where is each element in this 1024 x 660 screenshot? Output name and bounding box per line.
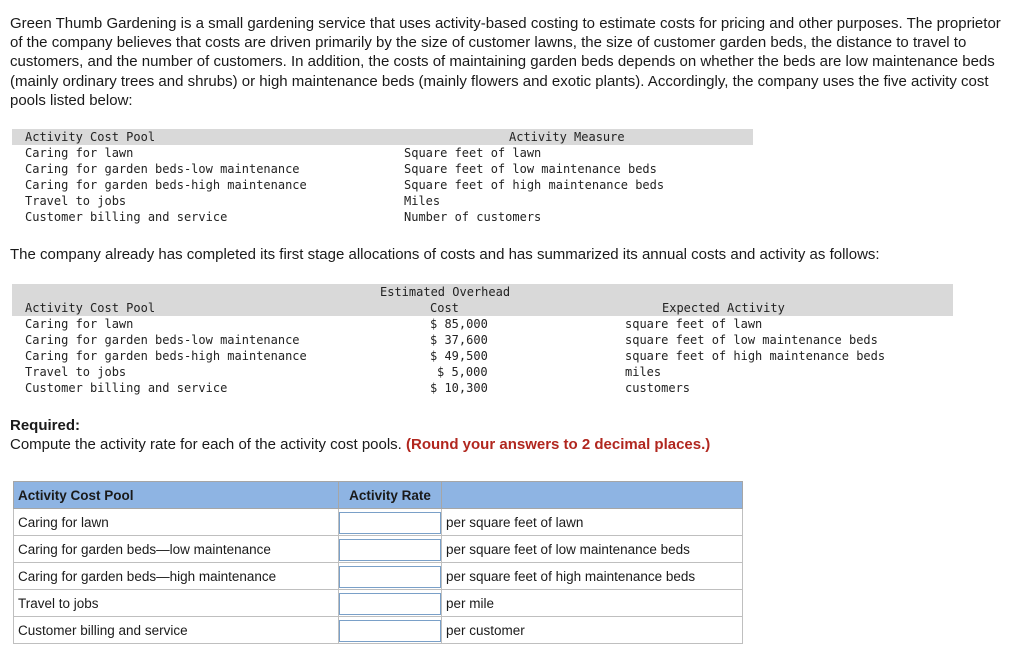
cost-header-line2: Cost	[430, 301, 459, 315]
activity-rate-table	[13, 481, 743, 644]
cost-row-cost: $ 85,000	[430, 317, 488, 331]
cost-header-line1: Estimated Overhead	[380, 285, 511, 299]
answer-unit-label: per square feet of low maintenance beds	[442, 536, 743, 563]
required-instructions	[10, 436, 710, 453]
cost-row-cost: $ 10,300	[430, 381, 488, 395]
problem-intro: Green Thumb Gardening is a small gardening service that uses activity-based costing to estimate costs for pricing and other purposes. The proprietor of the company believes that costs are driven primarily by the size of customer lawns, the size of customer garden beds, the distance to travel to customers, and the number of customers. In addition, the costs of maintaining garden beds depends on whether the beds are low maintenance beds (mainly ordinary trees and shrubs) or high maintenance beds (mainly flowers and exotic plants). Accordingly, the company uses the five activity cost pools listed below:	[10, 15, 1001, 109]
rate-input-billing[interactable]	[339, 620, 441, 642]
table-row	[14, 590, 743, 617]
pools-row-measure: Number of customers	[404, 210, 542, 224]
answer-unit-label: per square feet of lawn	[442, 509, 743, 536]
cost-row-unit: miles	[625, 365, 662, 379]
answer-unit-label: per mile	[442, 590, 743, 617]
pools-row-pool: Travel to jobs	[25, 194, 127, 208]
cost-row-pool: Caring for lawn	[25, 317, 134, 331]
cost-row-unit: customers	[625, 381, 691, 395]
pools-row-pool: Customer billing and service	[25, 210, 228, 224]
rate-input-high-maintenance[interactable]	[339, 566, 441, 588]
cost-summary-paragraph: The company already has completed its first stage allocations of costs and has summarized its annual costs and activity as follows:	[10, 246, 880, 263]
answer-pool-label: Caring for lawn	[14, 509, 339, 536]
rate-input-lawn[interactable]	[339, 512, 441, 534]
rounding-note: (Round your answers to 2 decimal places.)	[406, 436, 711, 453]
cost-row-unit: square feet of high maintenance beds	[625, 349, 886, 363]
pools-row-measure: Square feet of high maintenance beds	[404, 178, 665, 192]
cost-row-pool: Travel to jobs	[25, 365, 127, 379]
pools-row-measure: Square feet of lawn	[404, 146, 542, 160]
answer-pool-label: Caring for garden beds—high maintenance	[14, 563, 339, 590]
answer-pool-label: Customer billing and service	[14, 617, 339, 644]
cost-row-unit: square feet of lawn	[625, 317, 763, 331]
cost-row-unit: square feet of low maintenance beds	[625, 333, 878, 347]
cost-header-activity: Expected Activity	[662, 301, 785, 315]
required-text: Compute the activity rate for each of the activity cost pools.	[10, 436, 402, 453]
cost-row-pool: Caring for garden beds-high maintenance	[25, 349, 307, 363]
rate-input-travel[interactable]	[339, 593, 441, 615]
pools-header-measure: Activity Measure	[509, 130, 625, 144]
pools-row-pool: Caring for garden beds-low maintenance	[25, 162, 300, 176]
pools-row-pool: Caring for lawn	[25, 146, 134, 160]
answer-unit-label: per square feet of high maintenance beds	[442, 563, 743, 590]
table-row	[14, 563, 743, 590]
answer-header-unit	[442, 482, 743, 509]
answer-header-rate: Activity Rate	[339, 482, 442, 509]
cost-header-pool: Activity Cost Pool	[25, 301, 156, 315]
answer-unit-label: per customer	[442, 617, 743, 644]
answer-header-pool: Activity Cost Pool	[14, 482, 339, 509]
answer-pool-label: Travel to jobs	[14, 590, 339, 617]
table-row	[14, 509, 743, 536]
rate-input-low-maintenance[interactable]	[339, 539, 441, 561]
answer-pool-label: Caring for garden beds—low maintenance	[14, 536, 339, 563]
cost-row-cost: $ 37,600	[430, 333, 488, 347]
pools-row-measure: Miles	[404, 194, 441, 208]
cost-row-cost: $ 49,500	[430, 349, 488, 363]
pools-row-measure: Square feet of low maintenance beds	[404, 162, 657, 176]
table-row	[14, 536, 743, 563]
pools-row-pool: Caring for garden beds-high maintenance	[25, 178, 307, 192]
cost-row-pool: Caring for garden beds-low maintenance	[25, 333, 300, 347]
table-row	[14, 617, 743, 644]
pools-header-pool: Activity Cost Pool	[25, 130, 156, 144]
cost-row-cost: $ 5,000	[437, 365, 488, 379]
cost-row-pool: Customer billing and service	[25, 381, 228, 395]
required-heading: Required:	[10, 417, 81, 434]
